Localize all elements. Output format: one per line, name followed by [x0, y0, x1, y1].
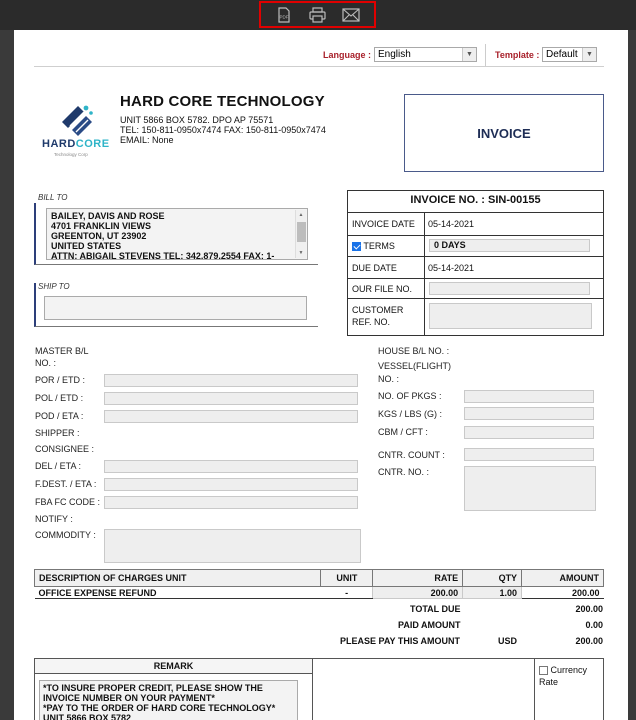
template-label: Template :: [495, 50, 540, 60]
bill-to-section: [34, 203, 318, 265]
column-divider: [424, 299, 425, 336]
envelope-icon: [342, 8, 360, 22]
scroll-up-icon[interactable]: ▲: [298, 212, 304, 218]
template-select[interactable]: [542, 47, 597, 62]
column-divider: [424, 236, 425, 256]
terms-checkbox[interactable]: [352, 242, 361, 251]
language-label: Language :: [323, 50, 372, 60]
column-divider: [424, 213, 425, 235]
logo-tagline: Technology Corp: [54, 152, 88, 157]
commodity-field[interactable]: [104, 529, 361, 563]
ship-to-section: [34, 283, 318, 327]
due-date-value: 05-14-2021: [428, 263, 475, 273]
kgs-label: KGS / LBS (G) :: [378, 409, 443, 419]
vessel-label-2: NO. :: [378, 374, 400, 384]
por-field[interactable]: [104, 374, 358, 387]
terms-field[interactable]: [429, 239, 590, 252]
company-email: EMAIL: None: [120, 135, 174, 145]
file-no-field[interactable]: [429, 282, 590, 295]
charge-unit: -: [321, 587, 373, 599]
remark-line: *TO INSURE PROPER CREDIT, PLEASE SHOW THE: [43, 683, 263, 693]
charge-qty: 1.00: [463, 587, 522, 599]
currency-rate-box: [535, 658, 604, 720]
vessel-label: VESSEL(FLIGHT): [378, 361, 452, 371]
house-bl-label: HOUSE B/L NO. :: [378, 346, 450, 356]
col-amount: AMOUNT: [522, 570, 604, 587]
shipper-label: SHIPPER :: [35, 428, 80, 438]
scroll-down-icon[interactable]: ▼: [298, 250, 304, 256]
export-toolbar: [259, 1, 376, 28]
remark-title: REMARK: [35, 659, 312, 674]
invoice-number: INVOICE NO. : SIN-00155: [410, 194, 541, 206]
document-title-box: [404, 94, 604, 172]
por-label: POR / ETD :: [35, 375, 86, 385]
bill-to-line: UNITED STATES: [51, 241, 122, 251]
terms-label: TERMS: [363, 241, 395, 251]
scroll-thumb[interactable]: [297, 222, 306, 242]
invoice-date-value: 05-14-2021: [428, 219, 475, 229]
customer-ref-field[interactable]: [429, 303, 592, 329]
paid-amount-value: 0.00: [585, 620, 603, 630]
col-description: DESCRIPTION OF CHARGES UNIT: [35, 570, 321, 587]
viewer-topbar: [0, 0, 636, 30]
logo-word-core: CORE: [75, 138, 110, 150]
language-value: English: [378, 49, 411, 60]
file-no-row: [348, 278, 603, 298]
fdest-label: F.DEST. / ETA :: [35, 479, 97, 489]
currency-label: Currency: [550, 665, 588, 675]
remark-textarea[interactable]: [39, 680, 298, 720]
document-title: INVOICE: [477, 125, 531, 141]
language-select[interactable]: [374, 47, 477, 62]
charge-amount: 200.00: [522, 587, 604, 599]
printer-icon: [309, 7, 326, 23]
invoice-info-table: [347, 190, 604, 336]
bill-to-textarea[interactable]: [46, 208, 308, 260]
rate-label: Rate: [539, 677, 559, 687]
master-bl-label: MASTER B/L: [35, 346, 89, 356]
cntr-no-label: CNTR. NO. :: [378, 467, 429, 477]
kgs-field[interactable]: [464, 407, 594, 420]
due-date-row: [348, 256, 603, 278]
ship-to-title: SHIP TO: [38, 282, 70, 291]
template-value: Default: [546, 49, 578, 60]
col-rate: RATE: [373, 570, 463, 587]
charges-table: [34, 569, 604, 599]
logo-word-hard: HARD: [42, 138, 76, 150]
del-field[interactable]: [104, 460, 358, 473]
remark-line: UNIT 5866 BOX 5782: [43, 713, 132, 720]
company-name: HARD CORE TECHNOLOGY: [120, 93, 325, 110]
bill-to-title: BILL TO: [38, 193, 68, 202]
pdf-button[interactable]: [273, 6, 295, 24]
header-divider: [485, 44, 486, 66]
bill-to-line: 4701 FRANKLIN VIEWS: [51, 221, 152, 231]
file-no-label: OUR FILE NO.: [352, 284, 413, 294]
invoice-date-label: INVOICE DATE: [352, 219, 415, 229]
master-bl-label-2: NO. :: [35, 358, 57, 368]
customer-ref-label: CUSTOMER: [352, 305, 404, 315]
bill-to-line: ATTN: ABIGAIL STEVENS TEL: 342.879.2554 FAX: 1-: [51, 251, 275, 260]
terms-value: 0 DAYS: [434, 240, 466, 250]
charge-rate: 200.00: [373, 587, 463, 599]
col-qty: QTY: [463, 570, 522, 587]
remark-middle-box: [313, 658, 535, 720]
company-tel-fax: TEL: 150-811-0950x7474 FAX: 150-811-0950x7474: [120, 125, 326, 135]
cntr-no-field[interactable]: [464, 466, 596, 511]
pay-amount-label: PLEASE PAY THIS AMOUNT: [340, 636, 461, 646]
column-divider: [424, 279, 425, 298]
terms-row: [348, 235, 603, 256]
svg-text:PDF: PDF: [279, 14, 289, 19]
bill-to-line: BAILEY, DAVIS AND ROSE: [51, 211, 165, 221]
cbm-label: CBM / CFT :: [378, 427, 428, 437]
bill-to-scrollbar[interactable]: [295, 210, 306, 258]
remark-section: [34, 658, 313, 720]
cbm-field[interactable]: [464, 426, 594, 439]
fba-code-label: FBA FC CODE :: [35, 497, 101, 507]
print-button[interactable]: [306, 6, 328, 24]
remark-line: INVOICE NUMBER ON YOUR PAYMENT*: [43, 693, 215, 703]
currency-rate-checkbox[interactable]: [539, 666, 548, 675]
pay-currency: USD: [498, 636, 518, 646]
pod-label: POD / ETA :: [35, 411, 84, 421]
charges-header-row: [35, 570, 604, 587]
cntr-count-field[interactable]: [464, 448, 594, 461]
invoice-date-row: [348, 212, 603, 235]
pod-field[interactable]: [104, 410, 358, 423]
invoice-sheet: [14, 30, 628, 720]
chevron-down-icon: ▼: [462, 48, 476, 61]
notify-label: NOTIFY :: [35, 514, 73, 524]
total-due-label: TOTAL DUE: [410, 604, 461, 614]
header-rule: [34, 66, 604, 67]
email-button[interactable]: [340, 6, 362, 24]
consignee-label: CONSIGNEE :: [35, 444, 95, 454]
remark-line: *PAY TO THE ORDER OF HARD CORE TECHNOLOGY*: [43, 703, 276, 713]
pkgs-label: NO. OF PKGS :: [378, 391, 442, 401]
pdf-icon: [276, 7, 292, 23]
company-logo: [42, 102, 114, 158]
charge-description: OFFICE EXPENSE REFUND: [35, 587, 321, 599]
del-label: DEL / ETA :: [35, 461, 82, 471]
commodity-label: COMMODITY :: [35, 530, 96, 540]
hardcore-logo-icon: [58, 102, 98, 136]
col-unit: UNIT: [321, 570, 373, 587]
due-date-label: DUE DATE: [352, 263, 397, 273]
chevron-down-icon: ▼: [582, 48, 596, 61]
customer-ref-row: [348, 298, 603, 336]
pol-label: POL / ETD :: [35, 393, 84, 403]
fdest-field[interactable]: [104, 478, 358, 491]
customer-ref-label-2: REF. NO.: [352, 317, 391, 327]
pay-amount-value: 200.00: [575, 636, 603, 646]
bill-to-line: GREENTON, UT 23902: [51, 231, 147, 241]
column-divider: [424, 257, 425, 278]
fba-code-field[interactable]: [104, 496, 358, 509]
total-due-value: 200.00: [575, 604, 603, 614]
cntr-count-label: CNTR. COUNT :: [378, 450, 445, 460]
ship-to-textarea[interactable]: [44, 296, 307, 320]
pkgs-field[interactable]: [464, 390, 594, 403]
pol-field[interactable]: [104, 392, 358, 405]
company-address: UNIT 5866 BOX 5782. DPO AP 75571: [120, 115, 274, 125]
paid-amount-label: PAID AMOUNT: [398, 620, 461, 630]
table-row: [35, 587, 604, 599]
